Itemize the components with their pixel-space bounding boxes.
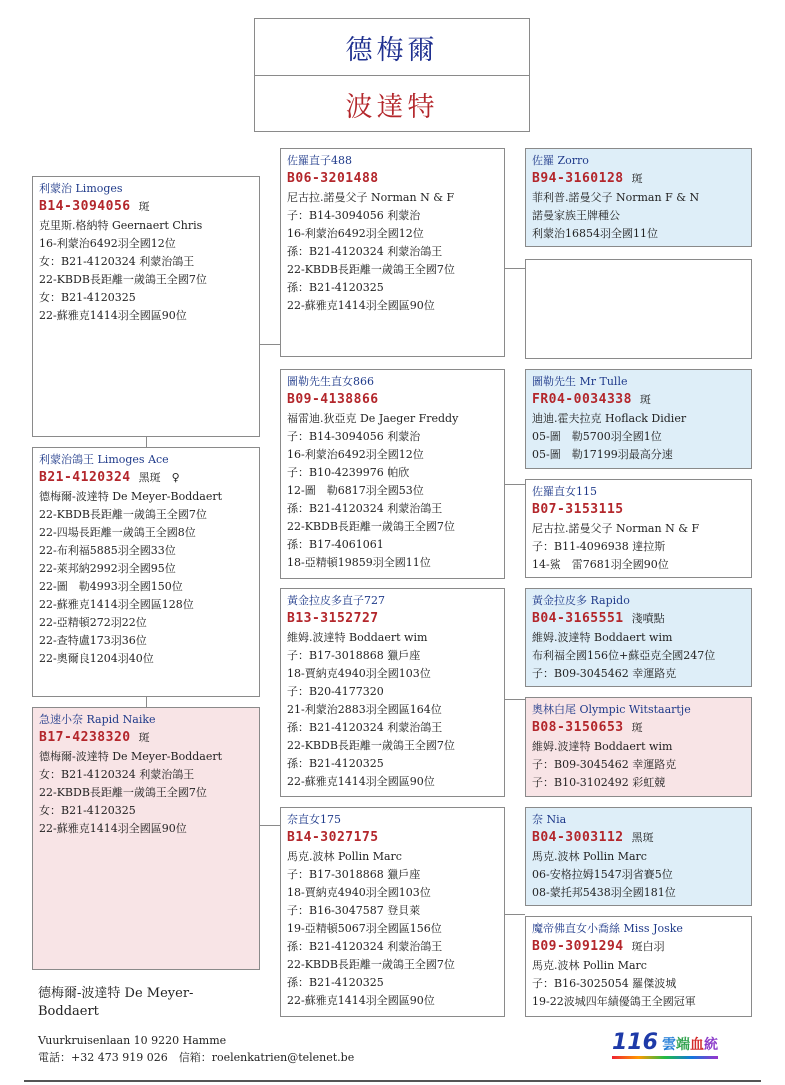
- title-box: [254, 18, 530, 132]
- gen3-line: 維姆.波達特 Boddaert wim: [532, 631, 673, 644]
- connector: [260, 825, 280, 826]
- gen3-line: 06-安格拉姆1547羽省賽5位: [532, 868, 673, 881]
- gen2-line: 孫：B21-4120324 利蒙治鴿王: [287, 502, 443, 515]
- gen2-line: 子：B17-3018868 獵戶座: [287, 649, 421, 662]
- dam-line: 22-KBDB長距離一歲鴿王全國7位: [39, 786, 207, 799]
- gen3-line: 子：B16-3025054 羅傑波城: [532, 977, 677, 990]
- gen2-line: 孫：B21-4120324 利蒙治鴿王: [287, 940, 443, 953]
- subject-line: 22-查特盧173羽36位: [39, 634, 147, 647]
- gen2-ring: B14-3027175: [287, 830, 379, 845]
- gen2-card-1[interactable]: [280, 148, 505, 357]
- gen3-ring: B07-3153115: [532, 502, 624, 517]
- gen2-line: 孫：B21-4120325: [287, 757, 384, 770]
- sire-line: 克里斯.格納特 Geernaert Chris: [39, 219, 203, 232]
- subject-line: 22-圖 勒4993羽全國150位: [39, 580, 183, 593]
- gen2-line: 馬克.波林 Pollin Marc: [287, 850, 402, 863]
- gen3-line: 利蒙治16854羽全國11位: [532, 227, 658, 240]
- gen2-line: 22-KBDB長距離一歲鴿王全國7位: [287, 739, 455, 752]
- gen2-line: 22-KBDB長距離一歲鴿王全國7位: [287, 958, 455, 971]
- connector: [260, 344, 280, 345]
- subject-line: 22-布利福5885羽全國33位: [39, 544, 176, 557]
- dam-ring: B17-4238320 斑: [39, 730, 150, 745]
- gen3-ring: B94-3160128 斑: [532, 171, 643, 186]
- gen2-line: 孫：B21-4120325: [287, 976, 384, 989]
- gen2-line: 子：B20-4177320: [287, 685, 384, 698]
- gen2-card-3[interactable]: [280, 588, 505, 797]
- gen2-line: 18-賈納克4940羽全國103位: [287, 667, 431, 680]
- dam-line: 22-蘇雅克1414羽全國區90位: [39, 822, 187, 835]
- subject-line: 22-四場長距離一歲鴿王全國8位: [39, 526, 196, 539]
- owner-address-block: [38, 1032, 354, 1066]
- gen2-line: 子：B14-3094056 利蒙治: [287, 209, 421, 222]
- footer-divider: [24, 1080, 761, 1082]
- connector: [146, 437, 147, 447]
- sire-line: 22-蘇雅克1414羽全國區90位: [39, 309, 187, 322]
- gen3-line: 05-圖 勒5700羽全國1位: [532, 430, 662, 443]
- gen2-card-2[interactable]: [280, 369, 505, 579]
- gen3-line: 諾曼家族王牌種公: [532, 209, 620, 222]
- gen3-name: 黃金拉皮多 Rapido: [532, 594, 630, 607]
- gen3-ring: B08-3150653 斑: [532, 720, 643, 735]
- owner-name: 德梅爾-波達特 De Meyer-Boddaert: [38, 986, 194, 1019]
- owner-address: Vuurkruisenlaan 10 9220 Hamme: [38, 1034, 227, 1047]
- gen3-line: 迪迪.霍夫拉克 Hoflack Didier: [532, 412, 687, 425]
- gen3-name: 圖勒先生 Mr Tulle: [532, 375, 628, 388]
- gen2-line: 孫：B21-4120324 利蒙治鴿王: [287, 721, 443, 734]
- gen3-line: 05-圖 勒17199羽最高分速: [532, 448, 673, 461]
- gen2-line: 孫：B21-4120324 利蒙治鴿王: [287, 245, 443, 258]
- gen2-line: 尼古拉.諾曼父子 Norman N & F: [287, 191, 455, 204]
- sire-line: 22-KBDB長距離一歲鴿王全國7位: [39, 273, 207, 286]
- gen2-line: 22-蘇雅克1414羽全國區90位: [287, 994, 435, 1007]
- gen3-card-2-empty: [525, 259, 752, 359]
- gen2-line: 子：B16-3047587 登貝萊: [287, 904, 421, 917]
- dam-line: 女：B21-4120325: [39, 804, 136, 817]
- gen3-ring: B04-3003112 黑斑: [532, 830, 654, 845]
- subject-line: 德梅爾-波達特 De Meyer-Boddaert: [39, 490, 223, 503]
- gen3-line: 馬克.波林 Pollin Marc: [532, 850, 647, 863]
- connector: [146, 697, 147, 707]
- gen3-line: 子：B09-3045462 幸運路克: [532, 758, 677, 771]
- gen2-line: 子：B14-3094056 利蒙治: [287, 430, 421, 443]
- connector: [505, 268, 525, 269]
- gen2-line: 22-蘇雅克1414羽全國區90位: [287, 775, 435, 788]
- sire-line: 女：B21-4120325: [39, 291, 136, 304]
- dam-line: 德梅爾-波達特 De Meyer-Boddaert: [39, 750, 223, 763]
- gen3-name: 佐羅 Zorro: [532, 154, 589, 167]
- gen2-line: 16-利蒙治6492羽全國12位: [287, 448, 424, 461]
- gen2-line: 孫：B21-4120325: [287, 281, 384, 294]
- gen2-line: 子：B17-3018868 獵戶座: [287, 868, 421, 881]
- gen2-name: 圖勒先生直女866: [287, 375, 374, 388]
- owner-contact: 電話：+32 473 919 026 信箱：roelenkatrien@telenet.be: [38, 1051, 355, 1064]
- gen3-line: 馬克.波林 Pollin Marc: [532, 959, 647, 972]
- gen3-line: 14-鯊 雷7681羽全國90位: [532, 558, 669, 571]
- gen2-ring: B09-4138866: [287, 392, 379, 407]
- gen2-name: 奈直女175: [287, 813, 341, 826]
- gen2-line: 16-利蒙治6492羽全國12位: [287, 227, 424, 240]
- gen2-card-4[interactable]: [280, 807, 505, 1017]
- gen3-ring: FR04-0034338 斑: [532, 392, 651, 407]
- gen3-line: 布利福全國156位+蘇亞克全國247位: [532, 649, 716, 662]
- gen3-name: 奈 Nia: [532, 813, 567, 826]
- gen3-card-6[interactable]: [525, 697, 752, 797]
- sire-ring: B14-3094056 斑: [39, 199, 150, 214]
- gen2-name: 佐羅直子488: [287, 154, 352, 167]
- gen3-ring: B09-3091294 斑白羽: [532, 939, 665, 954]
- gen2-ring: B06-3201488: [287, 171, 379, 186]
- gen3-name: 佐羅直女115: [532, 485, 597, 498]
- brand-logo[interactable]: [612, 1030, 718, 1058]
- sire-line: 16-利蒙治6492羽全國12位: [39, 237, 176, 250]
- logo-text: 雲端血統: [661, 1037, 718, 1053]
- gen2-line: 22-KBDB長距離一歲鴿王全國7位: [287, 520, 455, 533]
- subject-line: 22-萊邦納2992羽全國95位: [39, 562, 176, 575]
- gen3-line: 尼古拉.諾曼父子 Norman N & F: [532, 522, 700, 535]
- logo-number: 116: [612, 1030, 658, 1055]
- gen3-card-1[interactable]: [525, 148, 752, 247]
- connector: [505, 699, 525, 700]
- sire-line: 女：B21-4120324 利蒙治鴿王: [39, 255, 195, 268]
- subject-line: 22-奧爾良1204羽40位: [39, 652, 154, 665]
- sire-card[interactable]: [32, 176, 260, 437]
- gen2-line: 子：B10-4239976 帕欣: [287, 466, 410, 479]
- subject-line: 22-亞精頓272羽22位: [39, 616, 147, 629]
- title-owner-first: 德梅爾: [255, 19, 529, 76]
- dam-name: 急速小奈 Rapid Naike: [39, 713, 156, 726]
- connector: [505, 484, 525, 485]
- gen2-line: 21-利蒙治2883羽全國區164位: [287, 703, 442, 716]
- gen2-line: 12-圖 勒6817羽全國53位: [287, 484, 424, 497]
- gen2-line: 19-亞精頓5067羽全國區156位: [287, 922, 442, 935]
- gen3-line: 子：B09-3045462 幸運路克: [532, 667, 677, 680]
- gen3-line: 子：B11-4096938 達拉斯: [532, 540, 666, 553]
- gen3-line: 子：B10-3102492 彩虹競: [532, 776, 666, 789]
- gen3-card-4[interactable]: [525, 479, 752, 578]
- gen3-card-3[interactable]: [525, 369, 752, 469]
- gen2-line: 福雷迪.狄亞克 De Jaeger Freddy: [287, 412, 459, 425]
- subject-ring: B21-4120324 黑斑 ♀: [39, 470, 180, 485]
- sire-name: 利蒙治 Limoges: [39, 182, 123, 195]
- gen3-ring: B04-3165551 淺噴點: [532, 611, 665, 626]
- gen3-line: 19-22波城四年績優鴿王全國冠軍: [532, 995, 696, 1008]
- subject-line: 22-KBDB長距離一歲鴿王全國7位: [39, 508, 207, 521]
- gen2-line: 18-亞精頓19859羽全國11位: [287, 556, 431, 569]
- gen2-line: 22-蘇雅克1414羽全國區90位: [287, 299, 435, 312]
- title-owner-second: 波達特: [345, 91, 439, 123]
- gen3-line: 維姆.波達特 Boddaert wim: [532, 740, 673, 753]
- gen2-line: 22-KBDB長距離一歲鴿王全國7位: [287, 263, 455, 276]
- gen3-line: 菲利普.諾曼父子 Norman F & N: [532, 191, 700, 204]
- dam-line: 女：B21-4120324 利蒙治鴿王: [39, 768, 195, 781]
- gen2-line: 孫：B17-4061061: [287, 538, 384, 551]
- gen2-line: 維姆.波達特 Boddaert wim: [287, 631, 428, 644]
- subject-line: 22-蘇雅克1414羽全國區128位: [39, 598, 194, 611]
- gen3-card-7[interactable]: [525, 807, 752, 906]
- gen2-line: 18-賈納克4940羽全國103位: [287, 886, 431, 899]
- gen3-name: 奧林白尾 Olympic Witstaartje: [532, 703, 691, 716]
- connector: [505, 914, 525, 915]
- gen3-card-8[interactable]: [525, 916, 752, 1017]
- gen3-line: 08-蒙托邦5438羽全國181位: [532, 886, 676, 899]
- logo-underline: [612, 1056, 718, 1059]
- gen2-name: 黃金拉皮多直子727: [287, 594, 385, 607]
- gen2-ring: B13-3152727: [287, 611, 379, 626]
- dam-card[interactable]: [32, 707, 260, 970]
- subject-card[interactable]: [32, 447, 260, 697]
- gen3-card-5[interactable]: [525, 588, 752, 687]
- subject-name: 利蒙治鴿王 Limoges Ace: [39, 453, 169, 466]
- gen3-name: 魔帝佛直女小喬絲 Miss Joske: [532, 922, 683, 935]
